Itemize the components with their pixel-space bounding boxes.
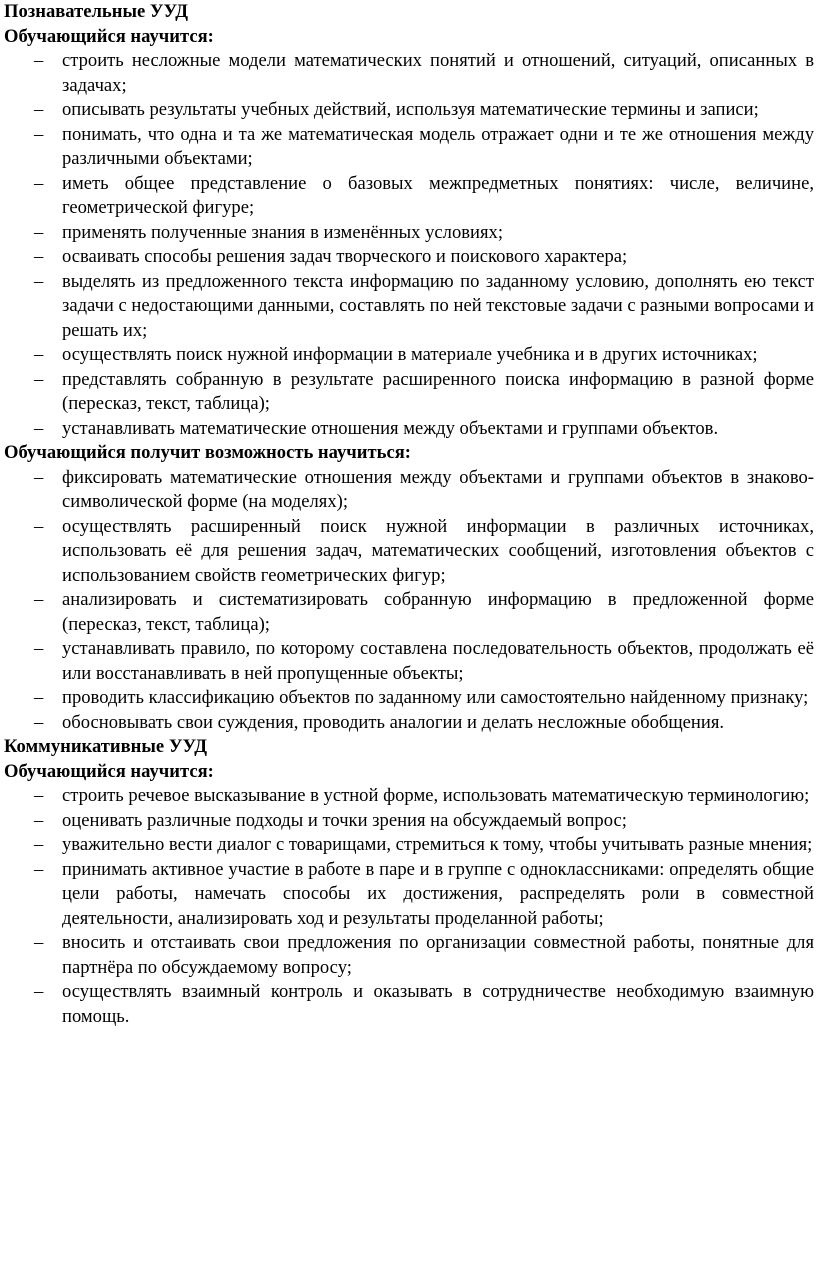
- bullet-dash: –: [34, 466, 44, 488]
- list-item: [2, 711, 814, 736]
- list-item-text: строить речевое высказывание в устной форме, использовать математическую терминологию;: [62, 785, 810, 806]
- bullet-list: [2, 784, 814, 1029]
- list-item-text: понимать, что одна и та же математическая модель отражает одни и те же отношения между различными объектами;: [62, 123, 814, 169]
- bullet-dash: –: [34, 981, 44, 1002]
- bullet-dash: –: [34, 344, 44, 365]
- list-item: [2, 809, 814, 834]
- bullet-dash: –: [34, 246, 44, 267]
- list-item: [2, 417, 814, 442]
- list-item-text: применять полученные знания в изменённых условиях;: [62, 221, 503, 243]
- bullet-dash: –: [34, 123, 44, 145]
- bullet-dash: –: [34, 711, 44, 733]
- list-item-text: осваивать способы решения задач творческого и поискового характера;: [62, 246, 628, 267]
- bullet-dash: –: [34, 638, 44, 659]
- list-item: [2, 466, 814, 515]
- list-item: [2, 833, 814, 858]
- group-subtitle: Обучающийся получит возможность научиться:: [4, 442, 411, 463]
- list-item-text: оценивать различные подходы и точки зрения на обсуждаемый вопрос;: [62, 809, 627, 831]
- list-item-text: осуществлять поиск нужной информации в материале учебника и в других источниках;: [62, 344, 758, 365]
- list-item: [2, 858, 814, 932]
- section-title: Коммуникативные УУД: [4, 736, 208, 757]
- bullet-dash: –: [34, 368, 44, 390]
- list-item-text: проводить классификацию объектов по заданному или самостоятельно найденному признаку;: [62, 687, 809, 708]
- bullet-dash: –: [34, 809, 44, 831]
- list-item: [2, 784, 814, 809]
- list-item-text: вносить и отстаивать свои предложения по организации совместной работы, понятные для партнёра по обсуждаемому вопросу;: [62, 932, 814, 978]
- bullet-dash: –: [34, 50, 44, 71]
- bullet-dash: –: [34, 785, 44, 806]
- section-communicative: [2, 735, 814, 1029]
- bullet-dash: –: [34, 270, 44, 292]
- list-item: [2, 221, 814, 246]
- list-item-text: осуществлять расширенный поиск нужной информации в различных источниках, использовать её для решения задач, математических сообщений, изготовления объектов с использованием свойств геометрических фигур;: [62, 515, 814, 586]
- list-item: [2, 245, 814, 270]
- list-item-text: фиксировать математические отношения между объектами и группами объектов в знаково-символической форме (на моделях);: [62, 466, 814, 512]
- list-item: [2, 637, 814, 686]
- list-item-text: устанавливать правило, по которому составлена последовательность объектов, продолжать её или восстанавливать в ней пропущенные объекты;: [62, 638, 814, 684]
- section-title: Познавательные УУД: [4, 1, 189, 22]
- list-item: [2, 588, 814, 637]
- bullet-dash: –: [34, 417, 44, 439]
- list-item-text: представлять собранную в результате расширенного поиска информацию в разной форме (пересказ, текст, таблица);: [62, 368, 814, 414]
- list-item: [2, 98, 814, 123]
- list-item-text: осуществлять взаимный контроль и оказывать в сотрудничестве необходимую взаимную помощь.: [62, 981, 814, 1027]
- list-item-text: уважительно вести диалог с товарищами, стремиться к тому, чтобы учитывать разные мнения;: [62, 834, 813, 855]
- section-cognitive: [2, 0, 814, 735]
- bullet-dash: –: [34, 221, 44, 243]
- list-item: [2, 931, 814, 980]
- group-subtitle: Обучающийся научится:: [4, 760, 214, 782]
- bullet-dash: –: [34, 932, 44, 953]
- list-item: [2, 270, 814, 344]
- bullet-dash: –: [34, 172, 44, 194]
- list-item: [2, 980, 814, 1029]
- bullet-list: [2, 49, 814, 441]
- list-item-text: выделять из предложенного текста информацию по заданному условию, дополнять ею текст задачи с недостающими данными, составлять по ней текстовые задачи с разными вопросами и решать их;: [62, 270, 814, 341]
- list-item: [2, 343, 814, 368]
- list-item: [2, 49, 814, 98]
- list-item: [2, 368, 814, 417]
- list-item: [2, 123, 814, 172]
- list-item-text: принимать активное участие в работе в паре и в группе с одноклассниками: определять общие цели работы, намечать способы их достижения, распределять роли в совместной деятельности, анализировать ход и результаты проделанной работы;: [62, 858, 814, 929]
- group-subtitle: Обучающийся научится:: [4, 25, 214, 47]
- bullet-dash: –: [34, 99, 44, 120]
- list-item-text: обосновывать свои суждения, проводить аналогии и делать несложные обобщения.: [62, 711, 725, 733]
- bullet-dash: –: [34, 515, 44, 537]
- list-item-text: иметь общее представление о базовых межпредметных понятиях: числе, величине, геометрической фигуре;: [62, 172, 814, 218]
- list-item: [2, 515, 814, 589]
- bullet-list: [2, 466, 814, 736]
- list-item: [2, 172, 814, 221]
- list-item-text: устанавливать математические отношения между объектами и группами объектов.: [62, 417, 719, 439]
- list-item-text: описывать результаты учебных действий, используя математические термины и записи;: [62, 99, 759, 120]
- list-item-text: строить несложные модели математических понятий и отношений, ситуаций, описанных в задачах;: [62, 50, 814, 96]
- bullet-dash: –: [34, 589, 44, 610]
- bullet-dash: –: [34, 858, 44, 880]
- list-item: [2, 686, 814, 711]
- bullet-dash: –: [34, 834, 44, 855]
- list-item-text: анализировать и систематизировать собранную информацию в предложенной форме (пересказ, текст, таблица);: [62, 589, 814, 635]
- bullet-dash: –: [34, 687, 44, 708]
